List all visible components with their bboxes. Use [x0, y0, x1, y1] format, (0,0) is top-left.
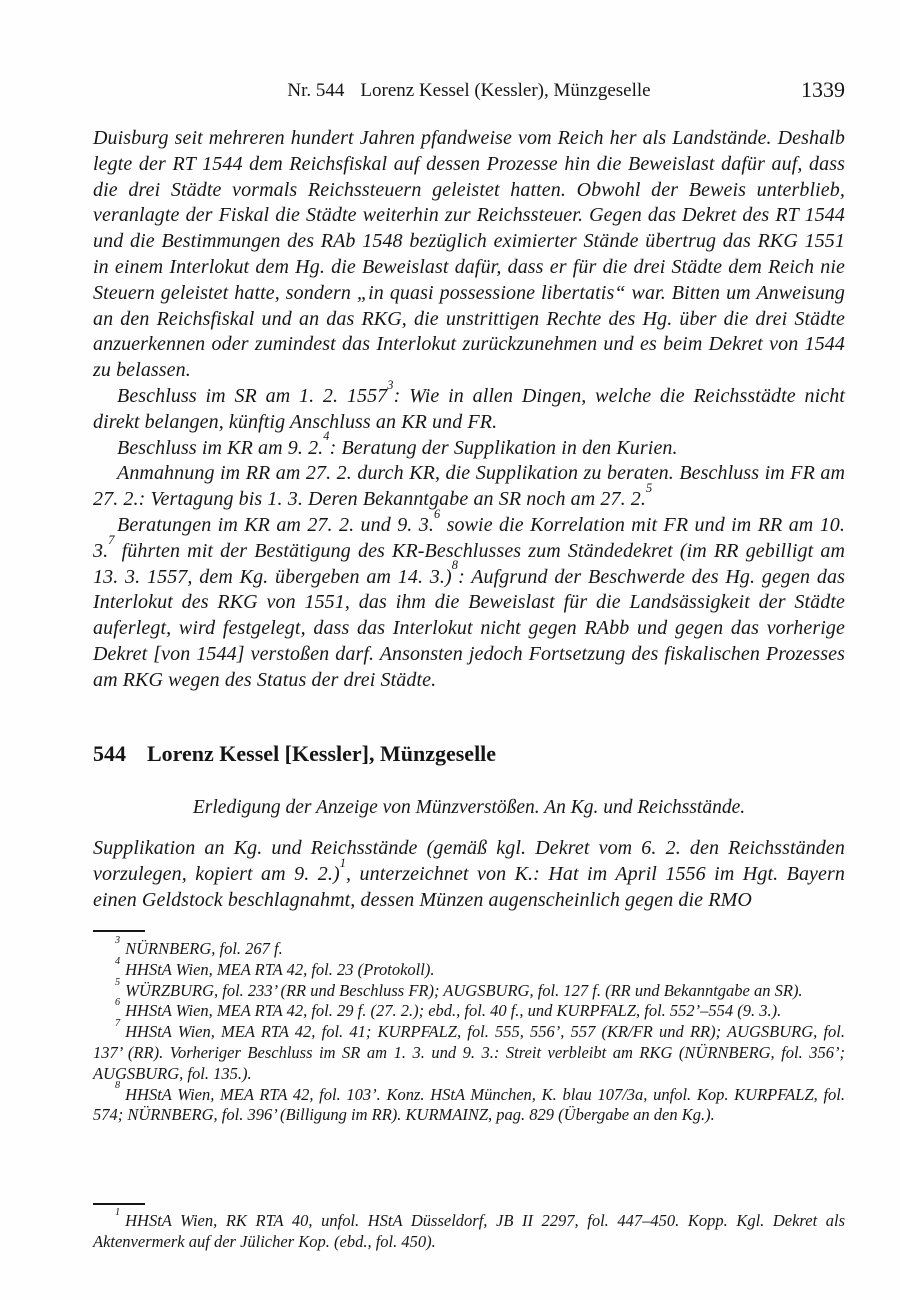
footnote — [93, 955, 845, 981]
footnote-number: 5 — [115, 976, 121, 988]
running-header-number: Nr. 544 — [287, 80, 345, 101]
footnote — [93, 976, 845, 1002]
paragraph: Beschluss im KR am 9. 2.$^4$: Beratung der Supplikation in den Kurien. — [117, 429, 678, 459]
paragraph: Beschluss im SR am 1. 2. 1557$^3$: Wie in allen Dingen, welche die Reichsstädte nicht direkt belangen, künftig Anschluss an KR und FR. — [93, 377, 846, 433]
footnote-text: WÜRZBURG, fol. 233’ (RR und Beschluss FR); AUGSBURG, fol. 127 f. (RR und Bekanntgabe an SR). — [125, 980, 803, 1000]
footnote-number: 4 — [115, 955, 121, 967]
running-header-title — [93, 80, 845, 102]
footnote — [93, 934, 845, 960]
footnote-text: HHStA Wien, MEA RTA 42, fol. 23 (Protokoll). — [125, 959, 435, 979]
page-number: 1339 — [801, 77, 845, 102]
entry-subtitle: Erledigung der Anzeige von Münzverstößen. An Kg. und Reichsstände. — [192, 797, 746, 818]
footnote — [93, 1206, 845, 1253]
footnotes-group-2 — [93, 1206, 845, 1253]
footnote-number: 8 — [115, 1080, 121, 1092]
running-header-text: Lorenz Kessel (Kessler), Münzgeselle — [360, 80, 651, 101]
entry-heading — [93, 741, 845, 767]
footnote-number: 3 — [115, 934, 121, 946]
footnote-text: HHStA Wien, MEA RTA 42, fol. 103’. Konz. HStA München, K. blau 107/3a, unfol. Kop. KURPFALZ, fol. 574; NÜRNBERG, fol. 396’ (Billigung im RR). KURMAINZ, pag. 829 (Übergabe an den Kg.). — [93, 1084, 845, 1125]
footnote-separator-2 — [93, 1203, 145, 1205]
footnote-separator — [93, 930, 145, 932]
footnote-number: 1 — [115, 1206, 121, 1218]
footnote-text: HHStA Wien, RK RTA 40, unfol. HStA Düsseldorf, JB II 2297, fol. 447–450. Kopp. Kgl. Dekret als Aktenvermerk auf der Jülicher Kop. (ebd., fol. 450). — [93, 1211, 845, 1251]
paragraph: Beratungen im KR am 27. 2. und 9. 3.$^6$ sowie die Korrelation mit FR und im RR am 10. 3.$^7$ führten mit der Bestätigung des KR-Beschlusses zum Ständedekret (im RR gebilligt am 13. 3. 1557, dem Kg. übergeben am 14. 3.)$^8$: Aufgrund der Beschwerde des Hg. gegen das Interlokut des RKG von 1551, das ihm die Beweislast für die Landsässigkeit der Städte auferlegt, wird festgelegt, dass das Interlokut nicht gegen RAbb und gegen das vorherige Dekret [von 1544] verstoßen darf. Ansonsten jedoch Fortsetzung des fiskalischen Prozesses am RKG wegen des Status der drei Städte. — [93, 506, 845, 691]
footnote-number: 6 — [115, 997, 121, 1009]
paragraph: Anmahnung im RR am 27. 2. durch KR, die Supplikation zu beraten. Beschluss im FR am 27. 2.: Vertagung bis 1. 3. Deren Bekanntgabe an SR noch am 27. 2.$^5$ — [93, 462, 845, 511]
footnote-text: NÜRNBERG, fol. 267 f. — [125, 939, 283, 958]
footnote — [93, 997, 845, 1022]
running-header — [93, 77, 845, 106]
main-text-block — [93, 126, 845, 694]
entry-text-block — [93, 836, 845, 913]
footnote-text: HHStA Wien, MEA RTA 42, fol. 29 f. (27. 2.); ebd., fol. 40 f., und KURPFALZ, fol. 552’–554 (9. 3.). — [125, 1001, 782, 1021]
paragraph: Duisburg seit mehreren hundert Jahren pfandweise vom Reich her als Landstände. Deshalb legte der RT 1544 dem Reichsfiskal auf dessen Prozesse hin die Beweislast dafür auf, dass die drei Städte vormals Reichssteuern geleistet hatten. Obwohl der Beweis unterblieb, veranlagte der Fiskal die Städte weiterhin zur Reichssteuer. Gegen das Dekret des RT 1544 und die Bestimmungen des RAb 1548 bezüglich eximierter Stände übertrug das RKG 1551 in einem Interlokut dem Hg. die Beweislast dafür, dass er für die drei Städte dem Reich nie Steuern geleistet hatte, sondern „in quasi possessione libertatis“ war. Bitten um Anweisung an den Reichsfiskal und an das RKG, die unstrittigen Rechte des Hg. über die drei Städte anzuerkennen oder zumindest das Interlokut zurückzunehmen und es beim Dekret von 1544 zu belassen. — [93, 127, 845, 382]
entry-title: Lorenz Kessel [Kessler], Münzgeselle — [147, 741, 497, 766]
footnote-number: 7 — [115, 1018, 121, 1030]
entry-number: 544 — [93, 741, 126, 766]
footnote-text: HHStA Wien, MEA RTA 42, fol. 41; KURPFALZ, fol. 555, 556’, 557 (KR/FR und RR); AUGSBURG, fol. 137’ (RR). Vorheriger Beschluss im SR am 1. 3. und 9. 3.: Streit verbleibt am RKG (NÜRNBERG, fol. 356’; AUGSBURG, fol. 135.). — [93, 1022, 845, 1083]
footnote — [93, 1080, 845, 1127]
footnotes-group-1 — [93, 934, 845, 1126]
paragraph: Supplikation an Kg. und Reichsstände (gemäß kgl. Dekret vom 6. 2. den Reichsständen vorzulegen, kopiert am 9. 2.)$^1$, unterzeichnet von K.: Hat im April 1556 im Hgt. Bayern einen Geldstock beschlagnahmt, dessen Münzen augenscheinlich gegen die RMO — [93, 837, 845, 911]
footnote — [93, 1018, 845, 1084]
